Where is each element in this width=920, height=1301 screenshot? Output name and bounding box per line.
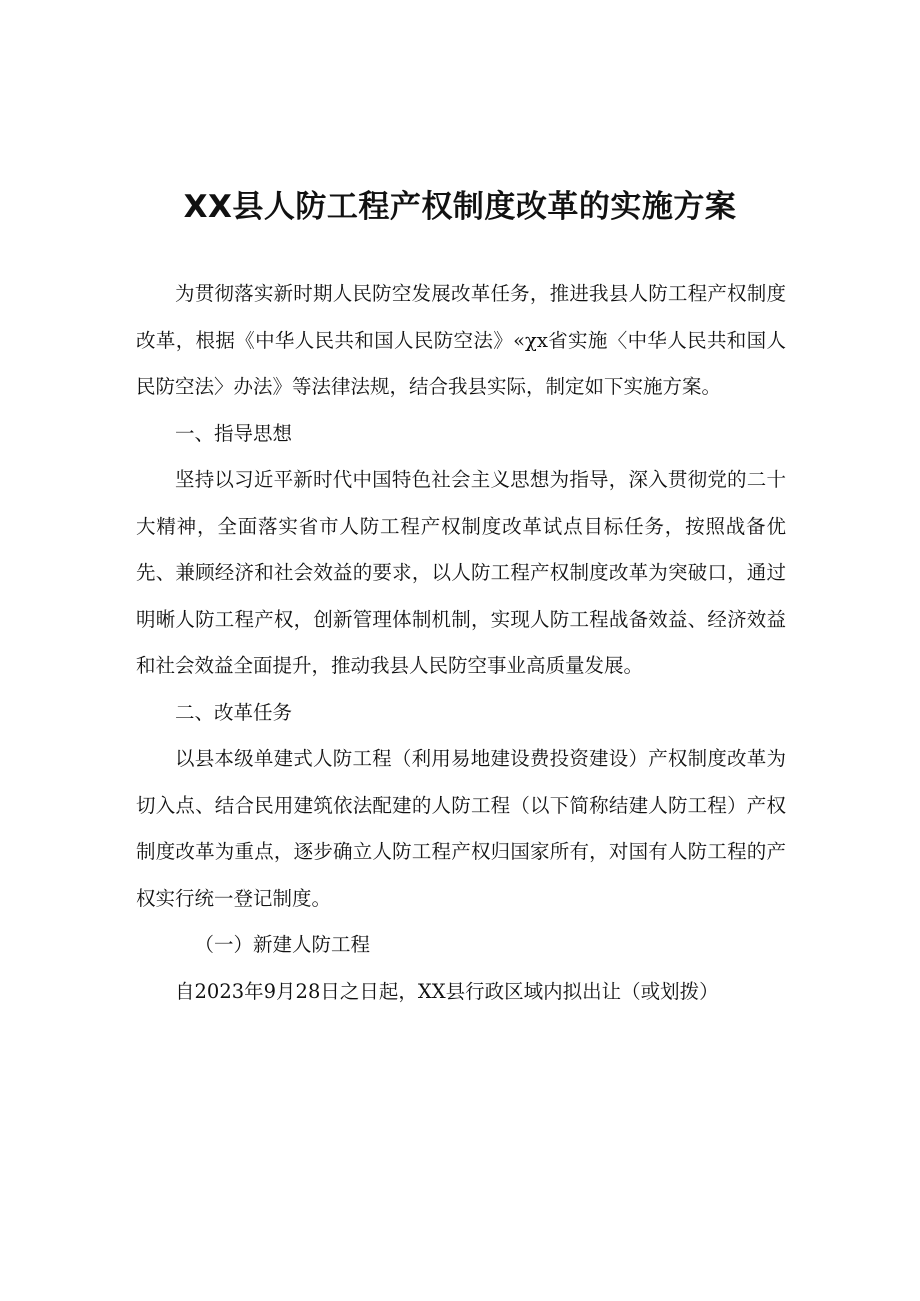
section-heading-reform-tasks: 二、改革任务 xyxy=(175,700,293,724)
subsection-heading-new-projects: （一）新建人防工程 xyxy=(194,933,371,956)
intro-paragraph: 为贯彻落实新时期人民防空发展改革任务，推进我县人防工程产权制度改革，根据《中华人民共和国人民防空法》«χx省实施〈中华人民共和国人民防空法〉办法》等法律法规，结合我县实际，制定如下实施方案。 xyxy=(136,282,786,398)
reform-tasks-paragraph: 以县本级单建式人防工程（利用易地建设费投资建设）产权制度改革为切入点、结合民用建筑依法配建的人防工程（以下简称结建人防工程）产权制度改革为重点，逐步确立人防工程产权归国家所有，对国有人防工程的产权实行统一登记制度。 xyxy=(136,747,786,910)
section-heading-guiding-ideology: 一、指导思想 xyxy=(175,421,293,445)
new-projects-paragraph: 自2023年9月28日之日起，XX县行政区域内拟出让（或划拨） xyxy=(175,979,719,1003)
document-title: XX县人防工程产权制度改革的实施方案 xyxy=(183,189,737,225)
guiding-ideology-paragraph: 坚持以习近平新时代中国特色社会主义思想为指导，深入贯彻党的二十大精神，全面落实省市人防工程产权制度改革试点目标任务，按照战备优先、兼顾经济和社会效益的要求，以人防工程产权制度改革为突破口，通过明晰人防工程产权，创新管理体制机制，实现人防工程战备效益、经济效益和社会效益全面提升，推动我县人民防空事业高质量发展。 xyxy=(136,468,786,677)
document-body xyxy=(136,271,786,1015)
